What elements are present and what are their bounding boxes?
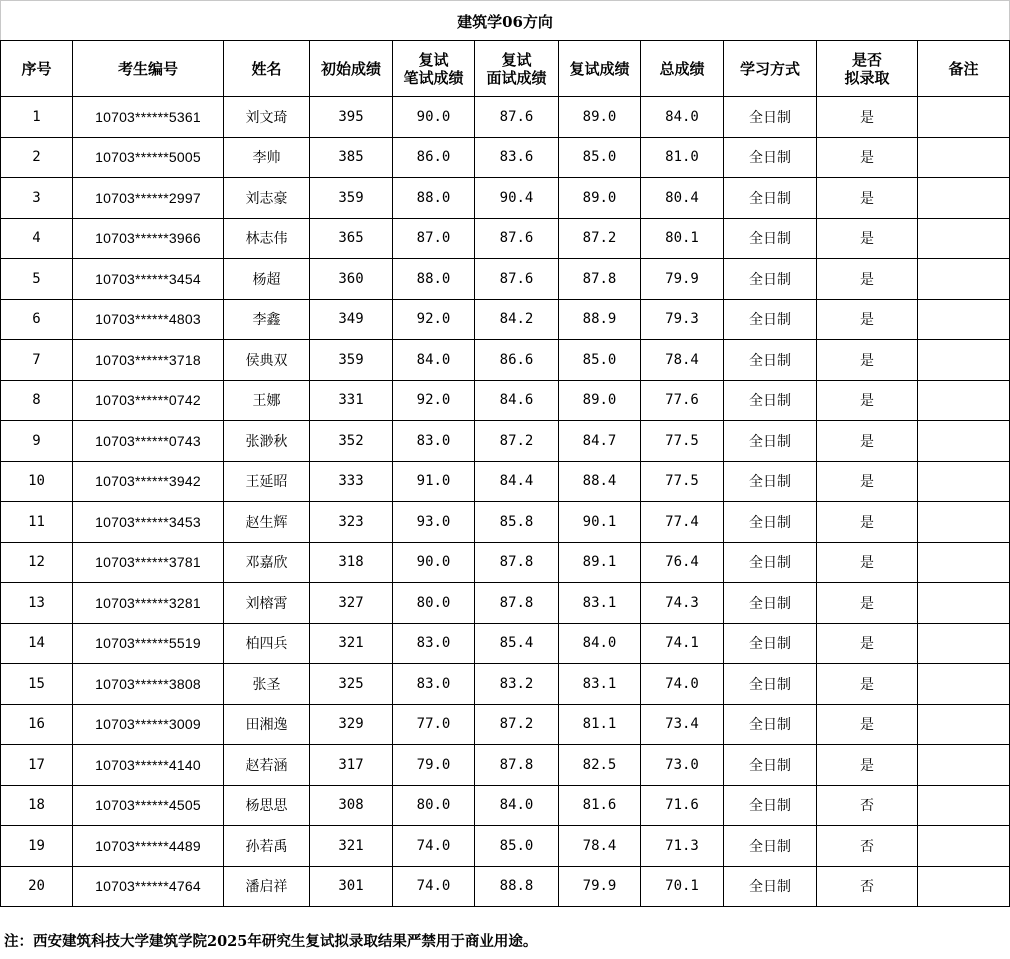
cell-retest-score: 82.5 (559, 745, 641, 786)
cell-initial-score: 385 (310, 137, 393, 178)
cell-retest-score: 89.0 (559, 97, 641, 138)
cell-initial-score: 359 (310, 178, 393, 219)
cell-admitted: 是 (817, 137, 918, 178)
cell-total-score: 78.4 (641, 340, 724, 381)
cell-remarks (918, 623, 1010, 664)
cell-written-score: 86.0 (393, 137, 475, 178)
cell-study-mode: 全日制 (724, 623, 817, 664)
cell-index: 3 (1, 178, 73, 219)
cell-remarks (918, 218, 1010, 259)
cell-initial-score: 349 (310, 299, 393, 340)
cell-index: 9 (1, 421, 73, 462)
cell-candidate-id: 10703******5519 (73, 623, 224, 664)
cell-retest-score: 81.6 (559, 785, 641, 826)
cell-name: 赵生辉 (224, 502, 310, 543)
cell-written-score: 74.0 (393, 866, 475, 907)
cell-admitted: 是 (817, 259, 918, 300)
cell-initial-score: 325 (310, 664, 393, 705)
cell-name: 侯典双 (224, 340, 310, 381)
table-row (1, 623, 1010, 664)
cell-total-score: 79.3 (641, 299, 724, 340)
table-row (1, 340, 1010, 381)
cell-candidate-id: 10703******5361 (73, 97, 224, 138)
cell-study-mode: 全日制 (724, 259, 817, 300)
cell-candidate-id: 10703******0742 (73, 380, 224, 421)
cell-initial-score: 318 (310, 542, 393, 583)
cell-initial-score: 321 (310, 826, 393, 867)
cell-name: 王延昭 (224, 461, 310, 502)
cell-admitted: 是 (817, 299, 918, 340)
table-row (1, 137, 1010, 178)
table-row (1, 704, 1010, 745)
cell-retest-score: 89.1 (559, 542, 641, 583)
cell-initial-score: 327 (310, 583, 393, 624)
cell-study-mode: 全日制 (724, 178, 817, 219)
cell-interview-score: 90.4 (475, 178, 559, 219)
cell-remarks (918, 745, 1010, 786)
cell-admitted: 是 (817, 583, 918, 624)
cell-index: 20 (1, 866, 73, 907)
cell-study-mode: 全日制 (724, 137, 817, 178)
cell-index: 7 (1, 340, 73, 381)
cell-total-score: 79.9 (641, 259, 724, 300)
cell-retest-score: 88.4 (559, 461, 641, 502)
cell-name: 李帅 (224, 137, 310, 178)
cell-index: 10 (1, 461, 73, 502)
cell-written-score: 87.0 (393, 218, 475, 259)
cell-candidate-id: 10703******4489 (73, 826, 224, 867)
cell-written-score: 88.0 (393, 259, 475, 300)
cell-remarks (918, 137, 1010, 178)
cell-index: 18 (1, 785, 73, 826)
cell-interview-score: 84.2 (475, 299, 559, 340)
col-header-written-score: 复试 笔试成绩 (393, 41, 475, 97)
cell-admitted: 是 (817, 745, 918, 786)
cell-remarks (918, 299, 1010, 340)
table-row (1, 866, 1010, 907)
cell-admitted: 是 (817, 97, 918, 138)
cell-interview-score: 85.8 (475, 502, 559, 543)
cell-admitted: 是 (817, 421, 918, 462)
cell-initial-score: 360 (310, 259, 393, 300)
cell-initial-score: 333 (310, 461, 393, 502)
table-row (1, 542, 1010, 583)
cell-admitted: 是 (817, 461, 918, 502)
cell-admitted: 是 (817, 704, 918, 745)
cell-retest-score: 83.1 (559, 664, 641, 705)
cell-interview-score: 83.6 (475, 137, 559, 178)
cell-initial-score: 331 (310, 380, 393, 421)
table-row (1, 218, 1010, 259)
cell-retest-score: 87.2 (559, 218, 641, 259)
cell-candidate-id: 10703******4764 (73, 866, 224, 907)
cell-admitted: 是 (817, 502, 918, 543)
cell-interview-score: 87.6 (475, 259, 559, 300)
cell-study-mode: 全日制 (724, 826, 817, 867)
cell-retest-score: 89.0 (559, 178, 641, 219)
cell-interview-score: 87.8 (475, 583, 559, 624)
cell-total-score: 73.0 (641, 745, 724, 786)
cell-written-score: 90.0 (393, 542, 475, 583)
table-title: 建筑学06方向 (0, 0, 1010, 42)
cell-name: 张圣 (224, 664, 310, 705)
cell-admitted: 是 (817, 178, 918, 219)
cell-name: 潘启祥 (224, 866, 310, 907)
header-row (1, 41, 1010, 97)
cell-admitted: 否 (817, 826, 918, 867)
cell-total-score: 77.5 (641, 421, 724, 462)
cell-interview-score: 87.6 (475, 218, 559, 259)
cell-retest-score: 85.0 (559, 137, 641, 178)
cell-written-score: 90.0 (393, 97, 475, 138)
cell-initial-score: 329 (310, 704, 393, 745)
cell-total-score: 73.4 (641, 704, 724, 745)
cell-initial-score: 301 (310, 866, 393, 907)
col-header-admitted: 是否 拟录取 (817, 41, 918, 97)
cell-interview-score: 87.8 (475, 745, 559, 786)
cell-study-mode: 全日制 (724, 542, 817, 583)
table-row (1, 664, 1010, 705)
cell-admitted: 否 (817, 866, 918, 907)
cell-written-score: 88.0 (393, 178, 475, 219)
cell-interview-score: 83.2 (475, 664, 559, 705)
admission-table (0, 40, 1010, 907)
cell-interview-score: 87.2 (475, 421, 559, 462)
cell-retest-score: 83.1 (559, 583, 641, 624)
cell-initial-score: 395 (310, 97, 393, 138)
cell-initial-score: 352 (310, 421, 393, 462)
col-header-index: 序号 (1, 41, 73, 97)
cell-initial-score: 321 (310, 623, 393, 664)
cell-total-score: 70.1 (641, 866, 724, 907)
cell-retest-score: 90.1 (559, 502, 641, 543)
cell-study-mode: 全日制 (724, 664, 817, 705)
cell-study-mode: 全日制 (724, 704, 817, 745)
cell-interview-score: 85.0 (475, 826, 559, 867)
cell-index: 13 (1, 583, 73, 624)
cell-interview-score: 87.6 (475, 97, 559, 138)
cell-total-score: 74.3 (641, 583, 724, 624)
cell-admitted: 是 (817, 542, 918, 583)
col-header-retest-score: 复试成绩 (559, 41, 641, 97)
cell-name: 赵若涵 (224, 745, 310, 786)
cell-admitted: 否 (817, 785, 918, 826)
cell-remarks (918, 542, 1010, 583)
cell-written-score: 84.0 (393, 340, 475, 381)
cell-total-score: 77.4 (641, 502, 724, 543)
cell-retest-score: 87.8 (559, 259, 641, 300)
col-header-total-score: 总成绩 (641, 41, 724, 97)
cell-total-score: 74.0 (641, 664, 724, 705)
cell-remarks (918, 583, 1010, 624)
table-row (1, 583, 1010, 624)
cell-name: 刘榕霄 (224, 583, 310, 624)
cell-study-mode: 全日制 (724, 218, 817, 259)
cell-remarks (918, 340, 1010, 381)
cell-retest-score: 79.9 (559, 866, 641, 907)
table-row (1, 461, 1010, 502)
col-header-study-mode: 学习方式 (724, 41, 817, 97)
cell-candidate-id: 10703******3281 (73, 583, 224, 624)
cell-initial-score: 323 (310, 502, 393, 543)
cell-interview-score: 88.8 (475, 866, 559, 907)
cell-remarks (918, 421, 1010, 462)
cell-retest-score: 84.0 (559, 623, 641, 664)
cell-admitted: 是 (817, 664, 918, 705)
cell-written-score: 92.0 (393, 380, 475, 421)
cell-index: 8 (1, 380, 73, 421)
cell-index: 11 (1, 502, 73, 543)
cell-index: 14 (1, 623, 73, 664)
cell-written-score: 91.0 (393, 461, 475, 502)
cell-index: 1 (1, 97, 73, 138)
cell-candidate-id: 10703******3942 (73, 461, 224, 502)
cell-name: 林志伟 (224, 218, 310, 259)
col-header-candidate-id: 考生编号 (73, 41, 224, 97)
cell-total-score: 77.5 (641, 461, 724, 502)
cell-remarks (918, 866, 1010, 907)
cell-written-score: 83.0 (393, 421, 475, 462)
cell-name: 杨思思 (224, 785, 310, 826)
cell-candidate-id: 10703******3009 (73, 704, 224, 745)
cell-study-mode: 全日制 (724, 583, 817, 624)
table-row (1, 745, 1010, 786)
cell-remarks (918, 97, 1010, 138)
cell-retest-score: 88.9 (559, 299, 641, 340)
cell-total-score: 81.0 (641, 137, 724, 178)
cell-candidate-id: 10703******3808 (73, 664, 224, 705)
cell-interview-score: 87.8 (475, 542, 559, 583)
col-header-remarks: 备注 (918, 41, 1010, 97)
cell-written-score: 92.0 (393, 299, 475, 340)
cell-index: 4 (1, 218, 73, 259)
cell-interview-score: 85.4 (475, 623, 559, 664)
cell-name: 柏四兵 (224, 623, 310, 664)
table-body (1, 97, 1010, 907)
cell-candidate-id: 10703******4803 (73, 299, 224, 340)
cell-study-mode: 全日制 (724, 340, 817, 381)
col-header-name: 姓名 (224, 41, 310, 97)
cell-index: 19 (1, 826, 73, 867)
table-row (1, 421, 1010, 462)
table-row (1, 97, 1010, 138)
cell-written-score: 93.0 (393, 502, 475, 543)
cell-total-score: 80.4 (641, 178, 724, 219)
cell-study-mode: 全日制 (724, 97, 817, 138)
cell-index: 16 (1, 704, 73, 745)
cell-written-score: 74.0 (393, 826, 475, 867)
cell-admitted: 是 (817, 218, 918, 259)
cell-initial-score: 359 (310, 340, 393, 381)
cell-remarks (918, 826, 1010, 867)
cell-study-mode: 全日制 (724, 785, 817, 826)
cell-remarks (918, 380, 1010, 421)
cell-interview-score: 84.0 (475, 785, 559, 826)
cell-remarks (918, 178, 1010, 219)
table-row (1, 826, 1010, 867)
cell-name: 孙若禹 (224, 826, 310, 867)
cell-candidate-id: 10703******3966 (73, 218, 224, 259)
cell-index: 17 (1, 745, 73, 786)
cell-index: 2 (1, 137, 73, 178)
cell-retest-score: 85.0 (559, 340, 641, 381)
cell-written-score: 77.0 (393, 704, 475, 745)
cell-candidate-id: 10703******4505 (73, 785, 224, 826)
cell-index: 6 (1, 299, 73, 340)
cell-candidate-id: 10703******3454 (73, 259, 224, 300)
cell-admitted: 是 (817, 340, 918, 381)
cell-total-score: 71.3 (641, 826, 724, 867)
cell-study-mode: 全日制 (724, 461, 817, 502)
cell-remarks (918, 461, 1010, 502)
table-row (1, 785, 1010, 826)
cell-initial-score: 308 (310, 785, 393, 826)
cell-study-mode: 全日制 (724, 866, 817, 907)
cell-name: 邓嘉欣 (224, 542, 310, 583)
cell-candidate-id: 10703******3718 (73, 340, 224, 381)
table-row (1, 259, 1010, 300)
cell-name: 刘文琦 (224, 97, 310, 138)
cell-index: 12 (1, 542, 73, 583)
cell-total-score: 76.4 (641, 542, 724, 583)
cell-candidate-id: 10703******2997 (73, 178, 224, 219)
cell-remarks (918, 704, 1010, 745)
cell-name: 李鑫 (224, 299, 310, 340)
cell-retest-score: 89.0 (559, 380, 641, 421)
cell-name: 杨超 (224, 259, 310, 300)
cell-written-score: 83.0 (393, 664, 475, 705)
cell-index: 15 (1, 664, 73, 705)
cell-remarks (918, 664, 1010, 705)
cell-name: 张渺秋 (224, 421, 310, 462)
cell-total-score: 71.6 (641, 785, 724, 826)
footnote: 注：西安建筑科技大学建筑学院2025年研究生复试拟录取结果严禁用于商业用途。 (4, 933, 538, 950)
cell-interview-score: 87.2 (475, 704, 559, 745)
table-row (1, 380, 1010, 421)
cell-retest-score: 84.7 (559, 421, 641, 462)
cell-initial-score: 317 (310, 745, 393, 786)
cell-interview-score: 84.4 (475, 461, 559, 502)
cell-study-mode: 全日制 (724, 502, 817, 543)
cell-interview-score: 86.6 (475, 340, 559, 381)
cell-candidate-id: 10703******0743 (73, 421, 224, 462)
cell-study-mode: 全日制 (724, 299, 817, 340)
col-header-interview-score: 复试 面试成绩 (475, 41, 559, 97)
cell-interview-score: 84.6 (475, 380, 559, 421)
cell-total-score: 77.6 (641, 380, 724, 421)
cell-written-score: 80.0 (393, 785, 475, 826)
cell-total-score: 74.1 (641, 623, 724, 664)
cell-name: 田湘逸 (224, 704, 310, 745)
cell-remarks (918, 502, 1010, 543)
cell-study-mode: 全日制 (724, 421, 817, 462)
table-row (1, 299, 1010, 340)
cell-admitted: 是 (817, 623, 918, 664)
cell-total-score: 80.1 (641, 218, 724, 259)
cell-written-score: 79.0 (393, 745, 475, 786)
cell-initial-score: 365 (310, 218, 393, 259)
cell-remarks (918, 785, 1010, 826)
cell-name: 王娜 (224, 380, 310, 421)
cell-admitted: 是 (817, 380, 918, 421)
cell-retest-score: 81.1 (559, 704, 641, 745)
table-row (1, 178, 1010, 219)
cell-candidate-id: 10703******5005 (73, 137, 224, 178)
cell-study-mode: 全日制 (724, 745, 817, 786)
cell-retest-score: 78.4 (559, 826, 641, 867)
cell-candidate-id: 10703******3781 (73, 542, 224, 583)
cell-study-mode: 全日制 (724, 380, 817, 421)
cell-candidate-id: 10703******3453 (73, 502, 224, 543)
cell-index: 5 (1, 259, 73, 300)
cell-total-score: 84.0 (641, 97, 724, 138)
cell-written-score: 80.0 (393, 583, 475, 624)
table-row (1, 502, 1010, 543)
cell-written-score: 83.0 (393, 623, 475, 664)
cell-candidate-id: 10703******4140 (73, 745, 224, 786)
cell-remarks (918, 259, 1010, 300)
col-header-initial-score: 初始成绩 (310, 41, 393, 97)
cell-name: 刘志豪 (224, 178, 310, 219)
